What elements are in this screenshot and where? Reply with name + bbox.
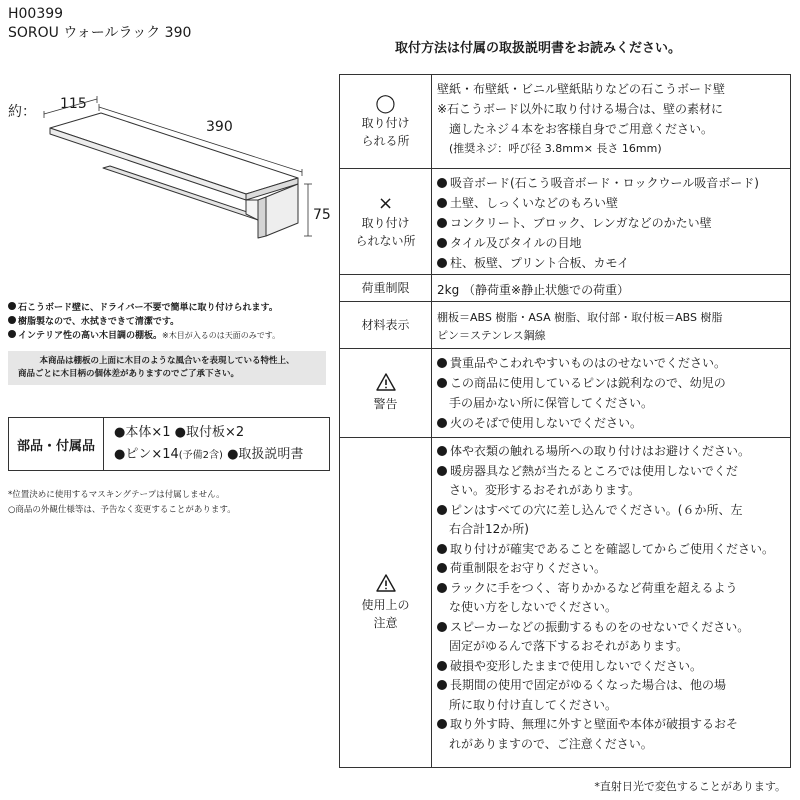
mountable-main: 壁紙・布壁紙・ビニル壁紙貼りなどの石こうボード壁 [437,82,726,96]
list-item: タイル及びタイルの目地 [437,233,786,253]
parts-label: 部品・付属品 [9,418,104,470]
bullet-icon [437,505,447,515]
bullet-icon [437,198,447,208]
bullet-icon [8,316,16,324]
product-name: SOROU ウォールラック 390 [8,25,192,41]
list-item: ラックに手をつく、寄りかかるなど荷重を超えるよう [437,579,786,599]
bullet-icon [8,330,16,338]
parts-line: ●ピン×14(予備2含) ●取扱説明書 [114,447,304,462]
list-item: 柱、板壁、プリント合板、カモイ [437,253,786,273]
bullet-icon [437,358,447,368]
list-item: 暖房器具など熱が当たるところでは使用しないでくだ [437,462,786,482]
instructions-heading: 取付方法は付属の取扱説明書をお読みください。 [395,41,682,56]
circle-icon: ◯ [375,92,396,114]
feature-list [8,301,280,343]
bullet-icon [437,680,447,690]
feature-item: 樹脂製なので、水拭きできて清潔です。 [8,315,280,329]
width-dimension: 390 [206,119,233,135]
list-item: 長期間の使用で固定がゆるくなった場合は、他の場 [437,676,786,696]
list-item: 荷重制限をお守りください。 [437,559,786,579]
bullet-icon [437,544,447,554]
depth-dimension: 115 [60,96,87,112]
shelf-illustration [0,0,330,250]
wood-grain-note: 本商品は棚板の上面に木目のような風合いを表現している特性上、 商品ごとに木目柄の個体差がありますのでご了承下さい。 [8,351,326,385]
row-material: 材料表示 棚板＝ABS 樹脂・ASA 樹脂、取付部・取付板＝ABS 樹脂 ピン＝ステンレス鋼線 [340,302,791,349]
list-item: 取り付けが確実であることを確認してからご使用ください。 [437,540,786,560]
bullet-icon [437,661,447,671]
parts-list [104,418,329,470]
bullet-icon [437,178,447,188]
list-item: スピーカーなどの振動するものをのせないでください。 [437,618,786,638]
parts-box [8,417,330,471]
approx-label: 約： [8,104,36,120]
spec-table [339,74,791,768]
list-item: 破損や変形したままで使用しないでください。 [437,657,786,677]
row-warning: 警告 貴重品やこわれやすいものはのせないでください。 この商品に使用しているピンは鋭利なので、幼児の 手の届かない所に保管してください。 火のそばで使用しないでください。 [340,349,791,438]
warning-icon [376,373,396,391]
depth-dimension-line [44,99,97,114]
list-item: 土壁、しっくいなどのもろい壁 [437,193,786,213]
list-item: 貴重品やこわれやすいものはのせないでください。 [437,353,786,373]
cross-icon: × [377,192,394,214]
shelf-body [50,113,298,238]
bullet-icon [8,302,16,310]
height-dimension: 75 [313,207,331,223]
list-item: コンクリート、ブロック、レンガなどのかたい壁 [437,213,786,233]
row-mountable: ◯ 取り付け られる所 壁紙・布壁紙・ビニル壁紙貼りなどの石こうボード壁 ※石こうボード以外に取り付ける場合は、壁の素材に 適したネジ４本をお客様自身でご用意ください。 (推奨ネジ：呼び径 3.8mm× 長さ 16mm) [340,75,791,169]
list-item: 吸音ボード(石こう吸音ボード・ロックウール吸音ボード) [437,173,786,193]
list-item: 体や衣類の触れる場所への取り付けはお避けください。 [437,442,786,462]
bullet-icon [437,563,447,573]
bullet-icon [437,238,447,248]
list-item: 取り外す時、無理に外すと壁面や本体が破損するおそ [437,715,786,735]
list-item: この商品に使用しているピンは鋭利なので、幼児の [437,373,786,393]
load-value: 2kg （静荷重※静止状態での荷重） [432,275,791,302]
list-item: ピンはすべての穴に差し込んでください。(６か所、左 [437,501,786,521]
feature-item: インテリア性の高い木目調の棚板。※木目が入るのは天面のみです。 [8,329,280,343]
small-notes: *位置決めに使用するマスキングテープは付属しません。 ○商品の外観仕様等は、予告なく変更することがあります。 [8,490,236,515]
warning-icon [376,574,396,592]
feature-item: 石こうボード壁に、ドライバー不要で簡単に取り付けられます。 [8,301,280,315]
parts-line: ●本体×1 ●取付板×2 [114,425,245,440]
product-code: H00399 [8,6,64,22]
bullet-icon [437,583,447,593]
bullet-icon [437,218,447,228]
row-caution: 使用上の 注意 体や衣類の触れる場所への取り付けはお避けください。 暖房器具など熱が当たるところでは使用しないでくだ さい。変形するおそれがあります。 ピンはすべての穴に差し込んでください。(６か所、左 右合計12か所) 取り付けが確実であることを確認してからご使用ください。 荷重制限をお守りください。 ラックに手をつく、寄りかかるなど荷重を超えるよう な使い方をしないでください。 スピーカーなどの振動するものをのせないでください。 固定がゆるんで落下するおそれがあります。 破損や変形したままで使用しないでください。 長期間の使用で固定がゆるくなった場合は、他の場 所に取り付け直してください。 取り外す時、無理に外すと壁面や本体が破損するおそ れがありますので、ご注意ください。 [340,438,791,768]
row-load: 荷重制限 2kg （静荷重※静止状態での荷重） [340,275,791,302]
bullet-icon [437,719,447,729]
bullet-icon [437,466,447,476]
bullet-icon [437,446,447,456]
row-not-mountable: × 取り付け られない所 吸音ボード(石こう吸音ボード・ロックウール吸音ボード) 土壁、しっくいなどのもろい壁 コンクリート、ブロック、レンガなどのかたい壁 タイル及びタイルの目地 柱、板壁、プリント合板、カモイ [340,169,791,275]
list-item: 火のそばで使用しないでください。 [437,413,786,433]
bullet-icon [437,622,447,632]
bullet-icon [437,258,447,268]
bullet-icon [437,378,447,388]
bullet-icon [437,418,447,428]
footnote: *直射日光で変色することがあります。 [594,780,786,793]
feature-note: ※木目が入るのは天面のみです。 [162,331,281,340]
